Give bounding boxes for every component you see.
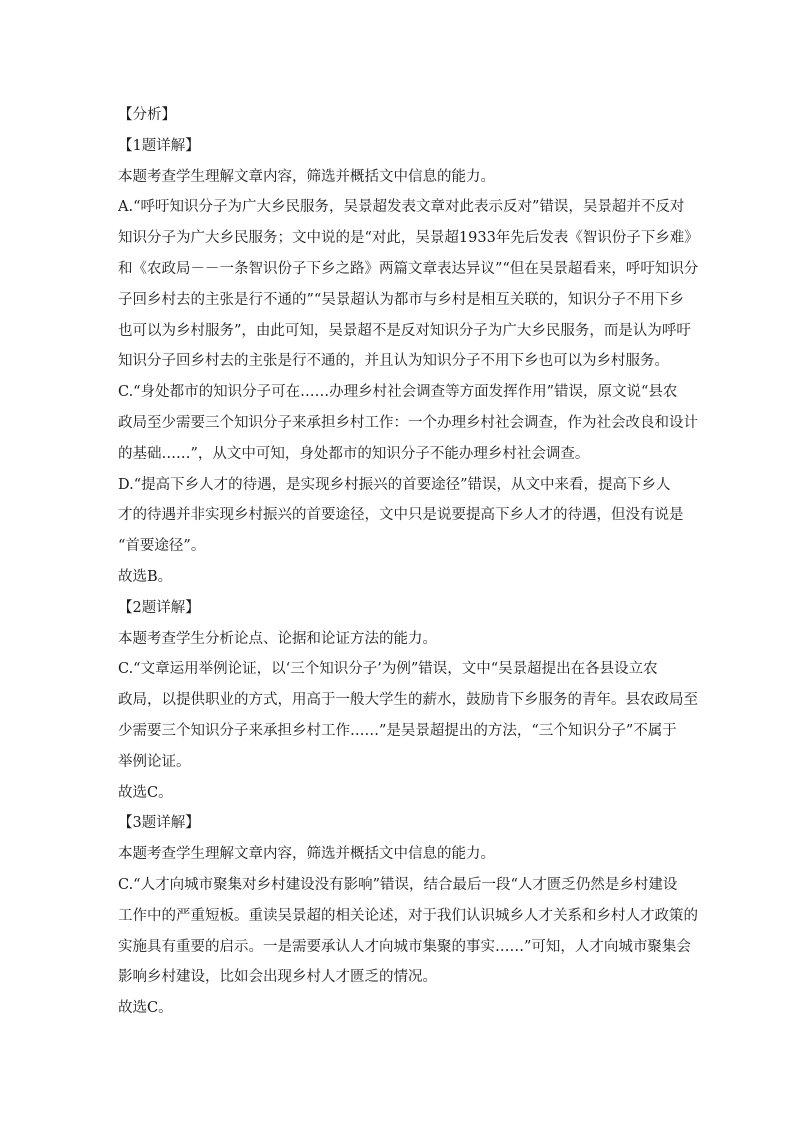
text-line: 政局至少需要三个知识分子来承担乡村工作：一个办理乡村社会调查，作为社会改良和设计 <box>118 414 698 431</box>
paragraph-q1-d <box>118 470 704 562</box>
text-line: A.“呼吁知识分子为广大乡民服务，吴景超发表文章对此表示反对”错误，吴景超并不反对 <box>118 199 685 216</box>
paragraph-q2-answer <box>118 778 704 809</box>
text-line: C.“身处都市的知识分子可在……办理乡村社会调查等方面发挥作用”错误，原文说“县农 <box>118 384 678 401</box>
text-line: 【分析】 <box>118 107 176 123</box>
text-line: 【1题详解】 <box>118 137 200 154</box>
text-line: 故选C。 <box>118 1000 173 1017</box>
text-line: 政局，以提供职业的方式，用高于一般大学生的薪水，鼓励肯下乡服务的青年。县农政局至 <box>118 692 698 709</box>
text-line: 和《农政局－－一条智识份子下乡之路》两篇文章表达异议”“但在吴景超看来，呼吁知识分 <box>118 260 699 277</box>
paragraph-q1-c <box>118 377 704 469</box>
paragraph-q2-heading <box>118 593 704 624</box>
paragraph-q3-c <box>118 870 704 993</box>
paragraph-q1-answer <box>118 562 704 593</box>
paragraph-q1-intro <box>118 162 704 193</box>
paragraph-q3-intro <box>118 839 704 870</box>
text-line: 本题考查学生理解文章内容，筛选并概括文中信息的能力。 <box>118 846 495 863</box>
paragraph-q3-heading <box>118 808 704 839</box>
paragraph-analysis <box>118 100 704 131</box>
text-line: 知识分子为广大乡民服务；文中说的是“对此，吴景超1933年先后发表《智识份子下乡难》 <box>118 230 699 247</box>
text-line: 也可以为乡村服务”，由此可知，吴景超不是反对知识分子为广大乡民服务，而是认为呼吁 <box>118 322 691 339</box>
paragraph-q1-heading <box>118 131 704 162</box>
text-line: 举例论证。 <box>118 753 191 770</box>
paragraph-q1-a <box>118 192 704 377</box>
text-line: 影响乡村建设，比如会出现乡村人才匮乏的情况。 <box>118 969 437 986</box>
text-line: 少需要三个知识分子来承担乡村工作……”是吴景超提出的方法，“三个知识分子”不属于 <box>118 722 677 739</box>
paragraph-q2-c <box>118 654 704 777</box>
text-line: 子回乡村去的主张是行不通的”“吴景超认为都市与乡村是相互关联的，知识分子不用下乡 <box>118 291 684 308</box>
text-line: 实施具有重要的启示。一是需要承认人才向城市集聚的事实……”可知，人才向城市聚集会 <box>118 938 691 955</box>
text-line: 知识分子回乡村去的主张是行不通的，并且认为知识分子不用下乡也可以为乡村服务。 <box>118 353 669 370</box>
text-line: 工作中的严重短板。重读吴景超的相关论述，对于我们认识城乡人才关系和乡村人才政策的 <box>118 907 698 924</box>
text-line: 故选C。 <box>118 784 173 801</box>
text-line: 【3题详解】 <box>118 815 200 832</box>
text-line: C.“文章运用举例论证，以‘三个知识分子’为例”错误，文中“吴景超提出在各县设立农 <box>118 661 658 678</box>
paragraph-q3-answer <box>118 993 704 1024</box>
text-line: 本题考查学生理解文章内容，筛选并概括文中信息的能力。 <box>118 168 495 185</box>
document-page <box>118 100 704 1024</box>
text-line: 故选B。 <box>118 568 173 585</box>
text-line: 的基础……”，从文中可知，身处都市的知识分子不能办理乡村社会调查。 <box>118 445 590 462</box>
text-line: 【2题详解】 <box>118 599 200 616</box>
text-line: C.“人才向城市聚集对乡村建设没有影响”错误，结合最后一段“人才匮乏仍然是乡村建设 <box>118 876 678 893</box>
paragraph-q2-intro <box>118 624 704 655</box>
text-line: D.“提高下乡人才的待遇，是实现乡村振兴的首要途径”错误，从文中来看，提高下乡人 <box>118 476 671 493</box>
text-line: “首要途径”。 <box>118 538 206 555</box>
text-line: 本题考查学生分析论点、论据和论证方法的能力。 <box>118 630 437 647</box>
text-line: 才的待遇并非实现乡村振兴的首要途径，文中只是说要提高下乡人才的待遇，但没有说是 <box>118 507 684 524</box>
